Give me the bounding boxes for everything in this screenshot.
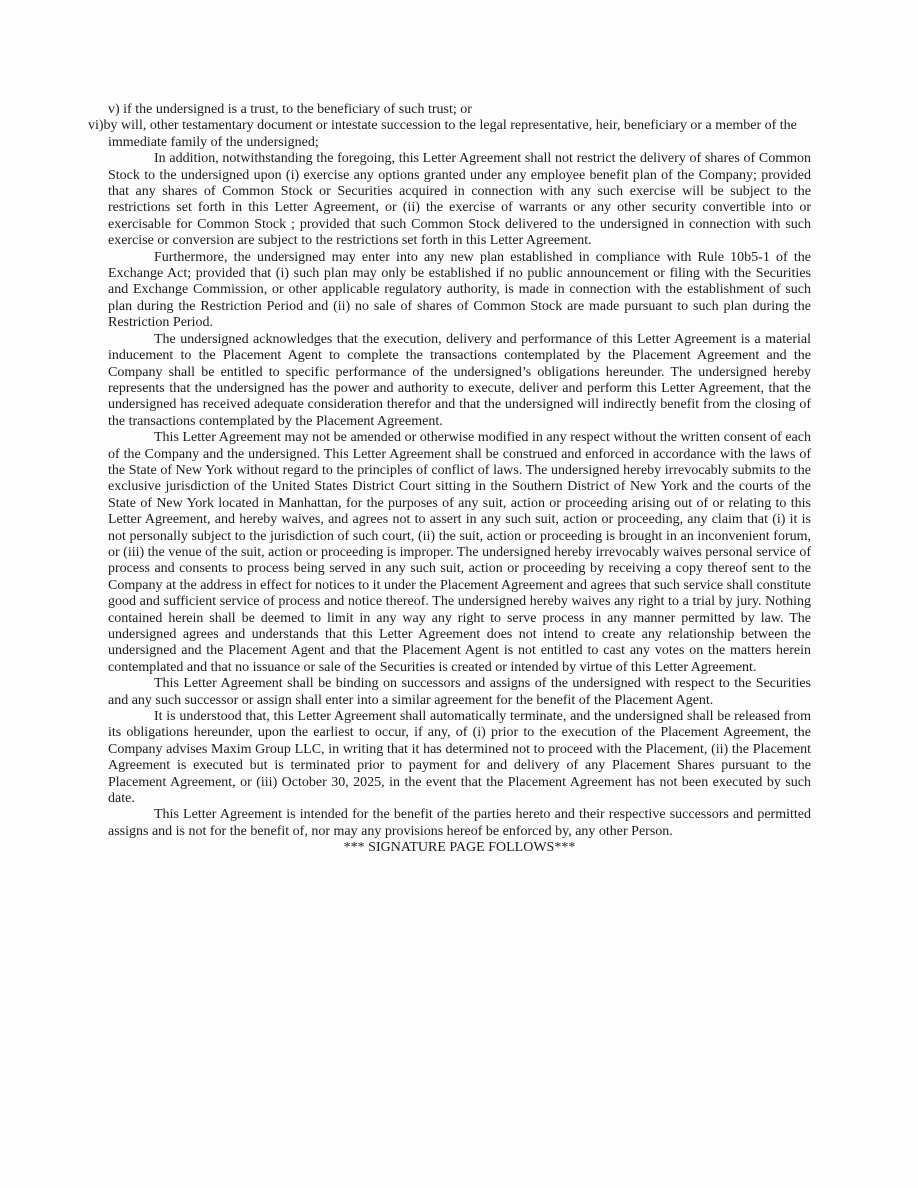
paragraph-termination: It is understood that, this Letter Agreement shall automatically terminate, and the undersigned shall be released from its obligations hereunder, upon the earliest to occur, if any, of (i) prior to the execution of the Placement Agreement, the Company advises Maxim Group LLC, in writing that it has determined not to proceed with the Placement, (ii) the Placement Agreement is executed but is terminated prior to payment for and delivery of any Placement Shares pursuant to the Placement Agreement, or (iii) October 30, 2025, in the event that the Placement Agreement has not been executed by such date. xyxy=(108,709,811,807)
paragraph-successors-assigns: This Letter Agreement shall be binding on successors and assigns of the undersigned with respect to the Securities and any such successor or assign shall enter into a similar agreement for the benefit of the Placement Agent. xyxy=(108,676,811,708)
paragraph-delivery-restrictions: In addition, notwithstanding the foregoing, this Letter Agreement shall not restrict the delivery of shares of Common Stock to the undersigned upon (i) exercise any options granted under any employee benefit plan of the Company; provided that any shares of Common Stock or Securities acquired in connection with any such exercise will be subject to the restrictions set forth in this Letter Agreement, or (ii) the exercise of warrants or any other security convertible into or exercisable for Common Stock ; provided that such Common Stock delivered to the undersigned in connection with such exercise or conversion are subject to the restrictions set forth in this Letter Agreement. xyxy=(108,151,811,249)
list-item-v: v) if the undersigned is a trust, to the beneficiary of such trust; or xyxy=(108,102,472,117)
signature-page-note: *** SIGNATURE PAGE FOLLOWS*** xyxy=(343,840,576,856)
paragraph-benefit-of-parties: This Letter Agreement is intended for the benefit of the parties hereto and their respective successors and permitted assigns and is not for the benefit of, nor may any provisions hereof be enforced by, any other Person. xyxy=(108,807,811,839)
document-body xyxy=(88,102,812,857)
paragraph-rule-10b5-1: Furthermore, the undersigned may enter into any new plan established in compliance with Rule 10b5-1 of the Exchange Act; provided that (i) such plan may only be established if no public announcement or filing with the Securities and Exchange Commission, or other applicable regulatory authority, is made in connection with the establishment of such plan during the Restriction Period and (ii) no sale of shares of Common Stock are made pursuant to such plan during the Restriction Period. xyxy=(108,249,811,331)
paragraph-acknowledgement: The undersigned acknowledges that the execution, delivery and performance of this Letter Agreement is a material inducement to the Placement Agent to complete the transactions contemplated by the Placement Agreement and the Company shall be entitled to specific performance of the undersigned’s obligations hereunder. The undersigned hereby represents that the undersigned has the power and authority to execute, deliver and perform this Letter Agreement, that the undersigned has received adequate consideration therefor and that the undersigned will indirectly benefit from the closing of the transactions contemplated by the Placement Agreement. xyxy=(108,331,811,429)
list-item-vi: vi)by will, other testamentary document or intestate succession to the legal representative, heir, beneficiary or a member of the immediate family of the undersigned; xyxy=(88,118,797,150)
paragraph-governing-law: This Letter Agreement may not be amended or otherwise modified in any respect without the written consent of each of the Company and the undersigned. This Letter Agreement shall be construed and enforced in accordance with the laws of the State of New York without regard to the principles of conflict of laws. The undersigned hereby irrevocably submits to the exclusive jurisdiction of the United States District Court sitting in the Southern District of New York and the courts of the State of New York located in Manhattan, for the purposes of any suit, action or proceeding arising out of or relating to this Letter Agreement, and hereby waives, and agrees not to assert in any such suit, action or proceeding, any claim that (i) it is not personally subject to the jurisdiction of such court, (ii) the suit, action or proceeding is brought in an inconvenient forum, or (iii) the venue of the suit, action or proceeding is improper. The undersigned hereby irrevocably waives personal service of process and consents to process being served in any such suit, action or proceeding by receiving a copy thereof sent to the Company at the address in effect for notices to it under the Placement Agreement and agrees that such service shall constitute good and sufficient service of process and notice thereof. The undersigned hereby waives any right to a trial by jury. Nothing contained herein shall be deemed to limit in any way any right to serve process in any manner permitted by law. The undersigned agrees and understands that this Letter Agreement does not intend to create any relationship between the undersigned and the Placement Agent and that the Placement Agent is not entitled to cast any votes on the matters herein contemplated and that no issuance or sale of the Securities is created or intended by virtue of this Letter Agreement. xyxy=(108,430,812,675)
